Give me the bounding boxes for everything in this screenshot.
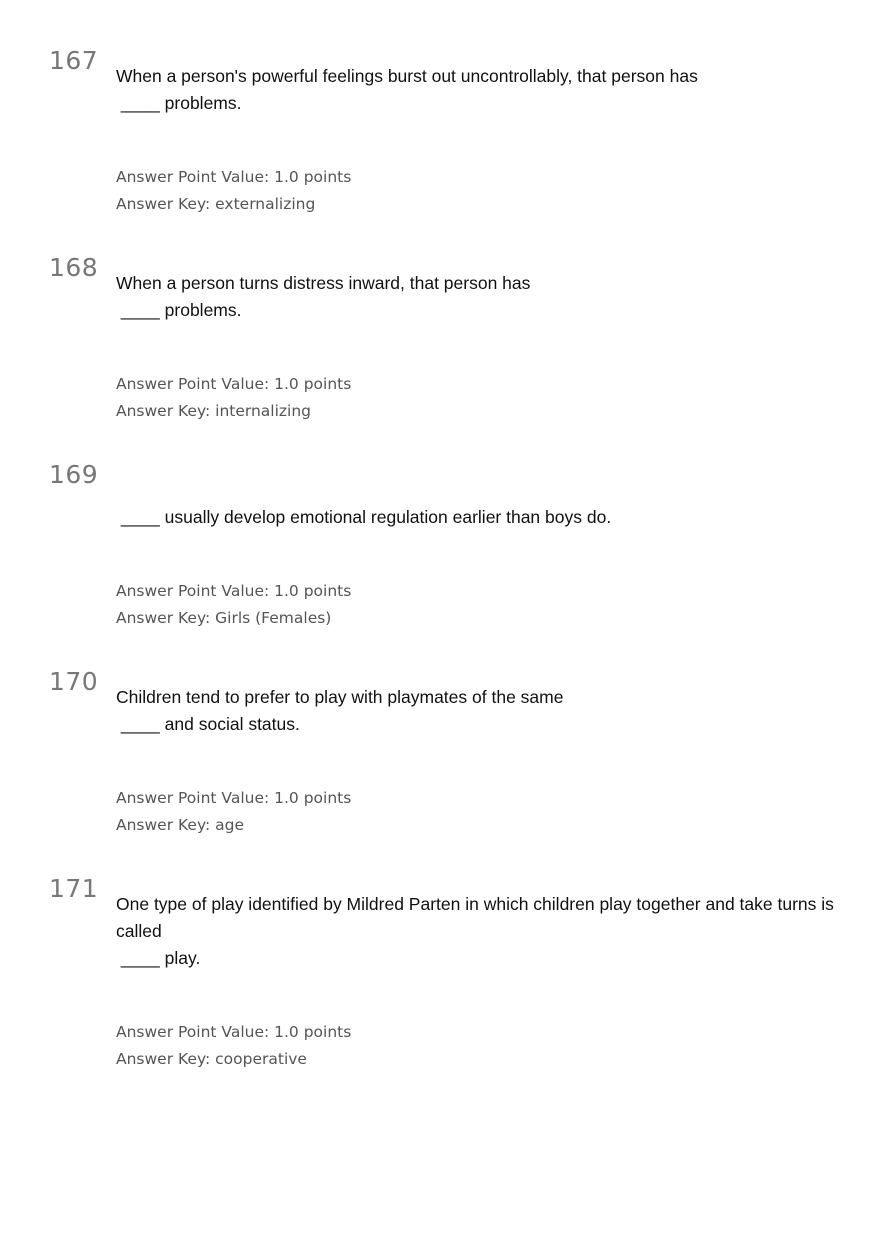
answer-point-value: Answer Point Value: 1.0 points — [116, 582, 352, 600]
question-text-line: One type of play identified by Mildred Parten in which children play together and take turns is — [116, 894, 834, 914]
question-text — [116, 63, 856, 117]
question-number: 170 — [49, 667, 99, 696]
answer-meta — [116, 371, 351, 425]
answer-key: Answer Key: internalizing — [116, 402, 312, 420]
question-number: 167 — [49, 46, 99, 75]
answer-meta — [116, 578, 351, 632]
question-text-line: called — [116, 921, 162, 941]
question-text — [116, 891, 856, 972]
answer-meta — [116, 785, 351, 839]
question-text-line: ____ play. — [116, 948, 201, 968]
answer-meta — [116, 1019, 351, 1073]
question-text — [116, 270, 856, 324]
question-text — [116, 684, 856, 738]
question-text-line: Children tend to prefer to play with playmates of the same — [116, 687, 564, 707]
question-text-line: When a person turns distress inward, that person has — [116, 273, 531, 293]
answer-key: Answer Key: externalizing — [116, 195, 316, 213]
question-text — [116, 504, 856, 531]
question-text-line: ____ and social status. — [116, 714, 300, 734]
answer-key: Answer Key: age — [116, 816, 245, 834]
answer-point-value: Answer Point Value: 1.0 points — [116, 168, 352, 186]
answer-point-value: Answer Point Value: 1.0 points — [116, 1023, 352, 1041]
question-number: 168 — [49, 253, 99, 282]
answer-key: Answer Key: cooperative — [116, 1050, 307, 1068]
question-text-line: ____ usually develop emotional regulation earlier than boys do. — [116, 507, 612, 527]
answer-meta — [116, 164, 351, 218]
answer-point-value: Answer Point Value: 1.0 points — [116, 375, 352, 393]
question-number: 169 — [49, 460, 99, 489]
answer-point-value: Answer Point Value: 1.0 points — [116, 789, 352, 807]
question-text-line: ____ problems. — [116, 300, 242, 320]
answer-key: Answer Key: Girls (Females) — [116, 609, 332, 627]
question-text-line: When a person's powerful feelings burst out uncontrollably, that person has — [116, 66, 698, 86]
question-number: 171 — [49, 874, 99, 903]
question-text-line: ____ problems. — [116, 93, 242, 113]
